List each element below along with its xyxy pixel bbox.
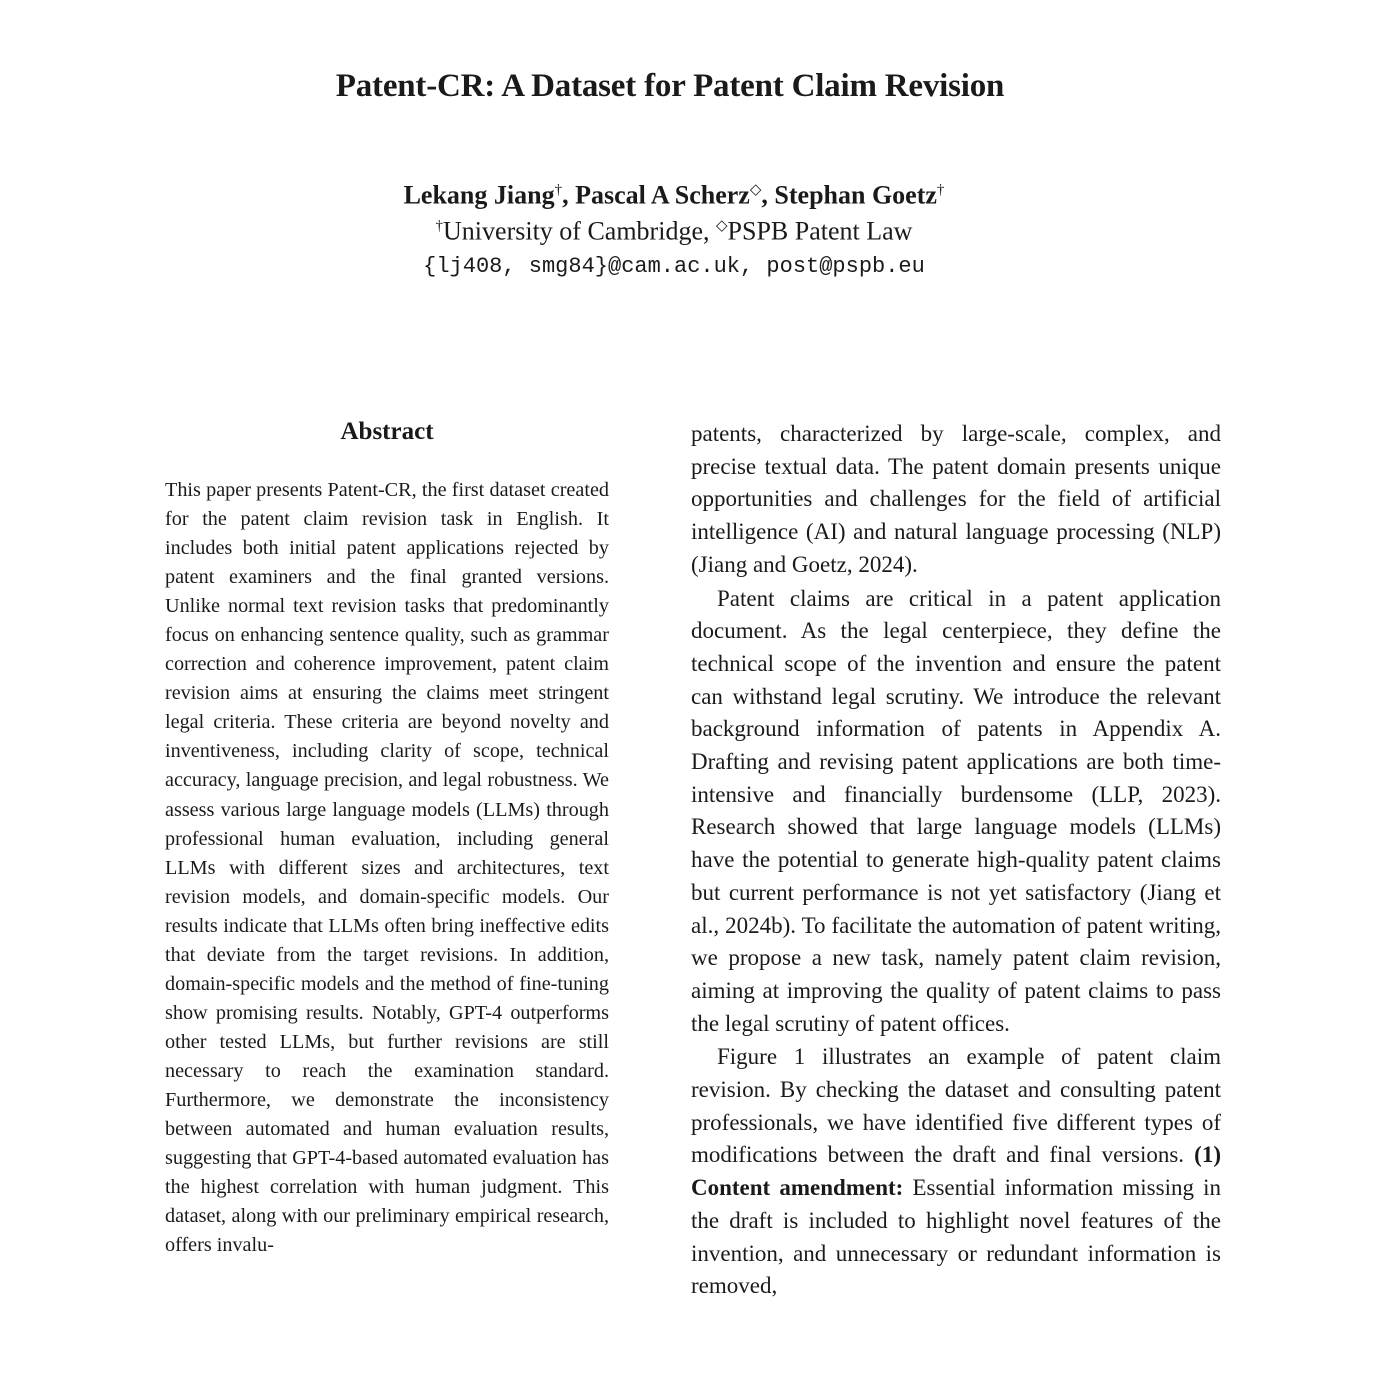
author-separator: ,	[562, 180, 576, 210]
body-column	[691, 418, 1221, 1342]
affiliations	[0, 216, 1348, 247]
author-emails: {lj408, smg84}@cam.ac.uk, post@pspb.eu	[423, 254, 925, 279]
body-paragraph: patents, characterized by large-scale, complex, and precise textual data. The patent domain presents unique opportunities and challenges for the field of artificial intelligence (AI) and natural language processing (NLP) (Jiang and Goetz, 2024).	[691, 421, 1221, 577]
affiliation-mark: †	[936, 182, 945, 198]
author-name: Stephan Goetz	[774, 180, 937, 210]
institution: PSPB Patent Law	[727, 216, 913, 246]
affiliation-mark: ◇	[749, 182, 762, 198]
affiliation-mark: ◇	[715, 218, 728, 234]
body-paragraph: Patent claims are critical in a patent application document. As the legal centerpiece, they define the technical scope of the invention and ensure the patent can withstand legal scrutiny. We introduce the relevant background information of patents in Appendix A. Drafting and revising patent applications are both time-intensive and financially burdensome (LLP, 2023). Research showed that large language models (LLMs) have the potential to generate high-quality patent claims but current performance is not yet satisfactory (Jiang et al., 2024b). To facilitate the automation of patent writing, we propose a new task, namely patent claim revision, aiming at improving the quality of patent claims to pass the legal scrutiny of patent offices.	[691, 585, 1221, 1036]
author-name: Pascal A Scherz	[575, 180, 750, 210]
institution: University of Cambridge,	[443, 216, 716, 246]
body-paragraph	[691, 1041, 1221, 1303]
author-separator: ,	[761, 180, 775, 210]
bold-term: (1) Content amendment:	[691, 1142, 1221, 1201]
author-list	[0, 180, 1348, 211]
abstract-heading: Abstract	[340, 418, 434, 445]
affiliation-mark: †	[435, 218, 444, 234]
affiliation-mark: †	[554, 182, 563, 198]
paper-title: Patent-CR: A Dataset for Patent Claim Revision	[335, 68, 1005, 104]
paragraph-text: Essential information missing in the draft is included to highlight novel features of the invention, and unnecessary or redundant information is removed,	[691, 1175, 1221, 1299]
author-name: Lekang Jiang	[403, 180, 555, 210]
abstract-text: This paper presents Patent-CR, the first dataset created for the patent claim revision task in English. It includes both initial patent applications rejected by patent examiners and the final granted versions. Unlike normal text revision tasks that predominantly focus on enhancing sentence quality, such as grammar correction and coherence improvement, patent claim revision aims at ensuring the claims meet stringent legal criteria. These criteria are beyond novelty and inventiveness, including clarity of scope, technical accuracy, language precision, and legal robustness. We assess various large language models (LLMs) through professional human evaluation, including general LLMs with different sizes and architectures, text revision models, and domain-specific models. Our results indicate that LLMs often bring ineffective edits that deviate from the target revisions. In addition, domain-specific models and the method of fine-tuning show promising results. Notably, GPT-4 outperforms other tested LLMs, but further revisions are still necessary to reach the examination standard. Furthermore, we demonstrate the inconsistency between automated and human evaluation results, suggesting that GPT-4-based automated evaluation has the highest correlation with human judgment. This dataset, along with our preliminary empirical research, offers invalu-	[165, 479, 609, 1257]
paragraph-text: Figure 1 illustrates an example of patent claim revision. By checking the dataset and consulting patent professionals, we have identified five different types of modifications between the draft and final versions.	[691, 1044, 1221, 1168]
